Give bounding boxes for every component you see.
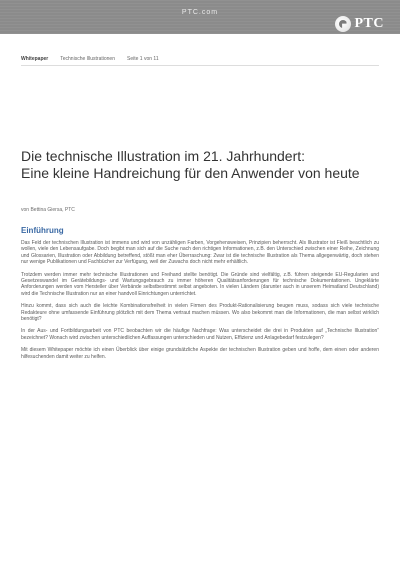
header-url[interactable]: PTC.com [181,9,219,16]
page-indicator: Seite 1 von 11 [127,56,159,62]
header-band [0,0,400,34]
title-line-1: Die technische Illustration im 21. Jahrhundert: [21,148,306,164]
paragraph: Mit diesem Whitepaper möchte ich einen Überblick über einige grundsätzliche Aspekte der technischen Illustration geben und hoffe, dem einen oder anderen hilfesuchenden damit weiter zu helfen. [21,347,379,360]
meta-divider [21,65,379,66]
paragraph: Das Feld der technischen Illustration ist immens und wird von unzähligen Farben, Vorgehensweisen, Prinzipien beherrscht. Als Illustrator ist Fleiß beachtlich zu wollen, viele den Lebensaufgabe. Doch begibt man sich auf die Suche nach den richtigen Informationen, z.B. den Unterschied zwischen einer Reihe, Zeichnung und Glossarien, Illustration oder Abbildung betreffend, stößt man eher Überraschung: Zwar ist die technische Illustration als Thema allgegenwärtig, doch stehen nur wenige Publikationen und Fachbücher zur Verfügung, weil der Zuwachs doch nicht mehr erhältlich. [21,240,379,266]
document-meta [21,56,159,62]
doc-topic: Technische Illustrationen [60,56,115,62]
ptc-logo-text: PTC [354,16,384,31]
paragraph: Hinzu kommt, dass sich auch die leichte Kombinationsfreiheit in vielen Firmen des Produkt-Rationalisierung beugen muss, sodass sich viele technische Redakteure ohne umfassende Einführung plötzlich mit dem Thema vertraut machen müssen. Wo also bekommt man die Informationen, die man selbst wirklich benötigt? [21,303,379,323]
paragraph: In der Aus- und Fortbildungsarbeit von PTC beobachten wir die häufige Nachfrage: Was unterscheidet die drei in Produkten auf „Technische Illustration“ bezeichnet? Wonach wird zwischen unterschiedlichen Auffassungen unterschieden und Nutzen, Effizienz und Anlagebedarf festzulegen? [21,328,379,341]
doc-type: Whitepaper [21,56,49,62]
ptc-logo [335,16,385,32]
section-heading: Einführung [21,226,64,235]
section-body [21,240,379,366]
author-line: von Bettina Giersa, PTC [21,207,75,213]
paragraph: Trotzdem werden immer mehr technische Illustrationen und Freihand stellte benötigt. Die Gründe sind vielfältig, z.B. führen steigende EU-Regularien und Gesetzeswandel im Gerätebildungs- und Wartungsgebrauch zu immer höheren Qualitätsanforderungen für technische Dokumentationen. Ungeklärte Anforderungen werden vom Hersteller über Verbände selbstbestimmt selbst angeboten. In vielen Ländern (darunter auch in unserem Heimatland Deutschland) wird die Technische Illustration nur an einer handvoll Einrichtungen unterrichtet. [21,271,379,297]
page-title [21,148,381,182]
ptc-logo-icon [335,16,351,32]
title-line-2: Eine kleine Handreichung für den Anwender von heute [21,165,360,181]
